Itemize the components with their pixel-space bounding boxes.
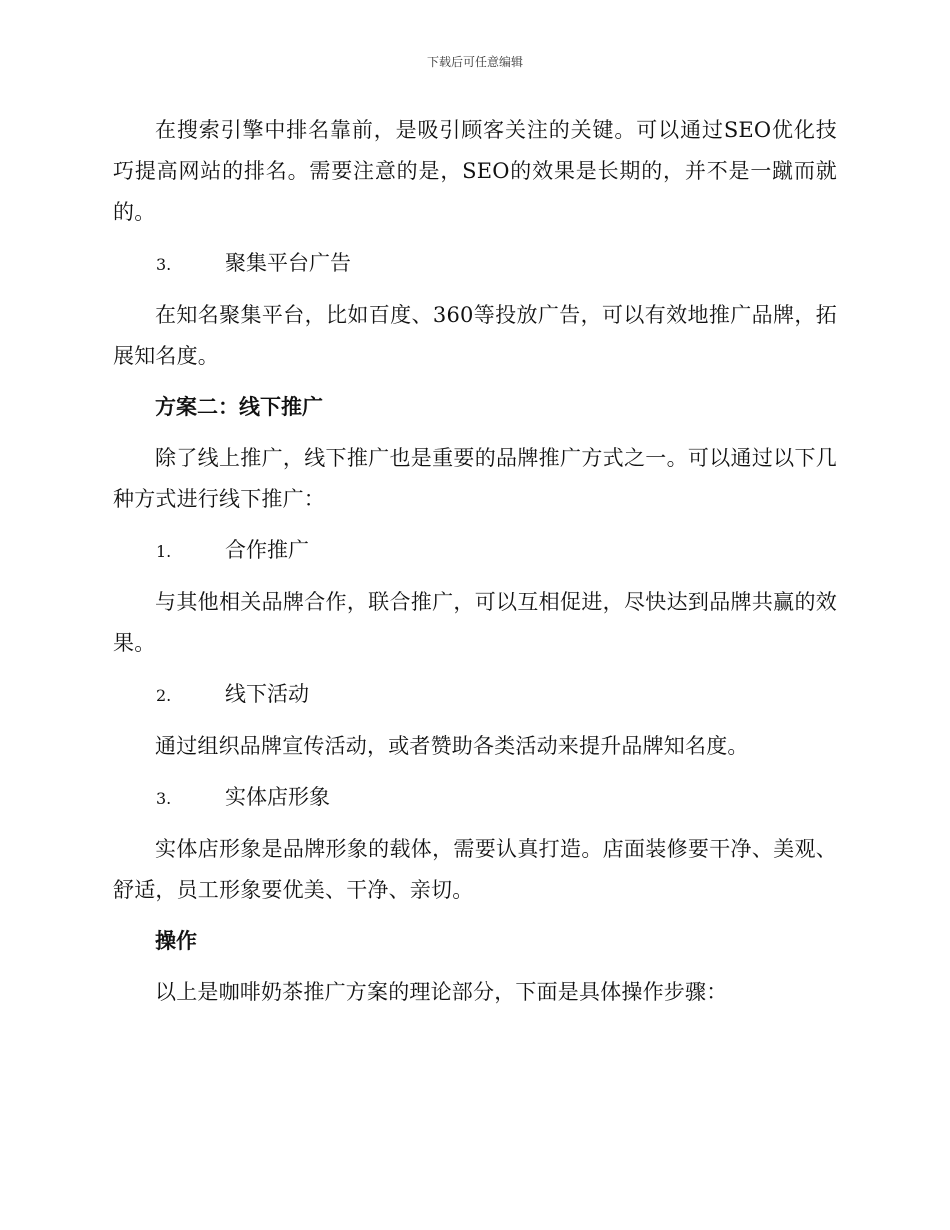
section-heading-operation: 操作 <box>155 929 197 953</box>
list-item-label: 实体店形象 <box>225 785 330 809</box>
paragraph-offline-events: 通过组织品牌宣传活动，或者赞助各类活动来提升品牌知名度。 <box>155 734 749 758</box>
paragraph-seo: 在搜索引擎中排名靠前，是吸引顾客关注的关键。可以通过SEO优化技巧提高网站的排名。需要注意的是，SEO的效果是长期的，并不是一蹴而就的。 <box>113 118 837 224</box>
list-item-aggregation-ads <box>113 243 837 285</box>
paragraph-aggregation-ads: 在知名聚集平台，比如百度、360等投放广告，可以有效地推广品牌，拓展知名度。 <box>113 303 837 368</box>
list-number: 3. <box>156 255 172 274</box>
list-number: 1. <box>156 542 172 561</box>
page-header: 下载后可任意编辑 <box>426 55 523 69</box>
paragraph-cooperation: 与其他相关品牌合作，联合推广，可以互相促进，尽快达到品牌共赢的效果。 <box>113 590 837 655</box>
list-item-offline-events <box>113 674 837 716</box>
document-body <box>113 110 837 1013</box>
list-number: 3. <box>156 789 172 808</box>
paragraph-offline-intro: 除了线上推广，线下推广也是重要的品牌推广方式之一。可以通过以下几种方式进行线下推广： <box>113 446 837 511</box>
list-item-store-image <box>113 777 837 819</box>
list-item-label: 聚集平台广告 <box>225 251 351 275</box>
paragraph-operation-intro: 以上是咖啡奶茶推广方案的理论部分，下面是具体操作步骤： <box>155 980 728 1004</box>
list-number: 2. <box>156 686 172 705</box>
section-heading-offline: 方案二：线下推广 <box>155 395 323 419</box>
list-item-label: 线下活动 <box>225 682 309 706</box>
list-item-label: 合作推广 <box>225 538 309 562</box>
paragraph-store-image: 实体店形象是品牌形象的载体，需要认真打造。店面装修要干净、美观、舒适，员工形象要优美、干净、亲切。 <box>113 837 837 902</box>
list-item-cooperation <box>113 530 837 572</box>
